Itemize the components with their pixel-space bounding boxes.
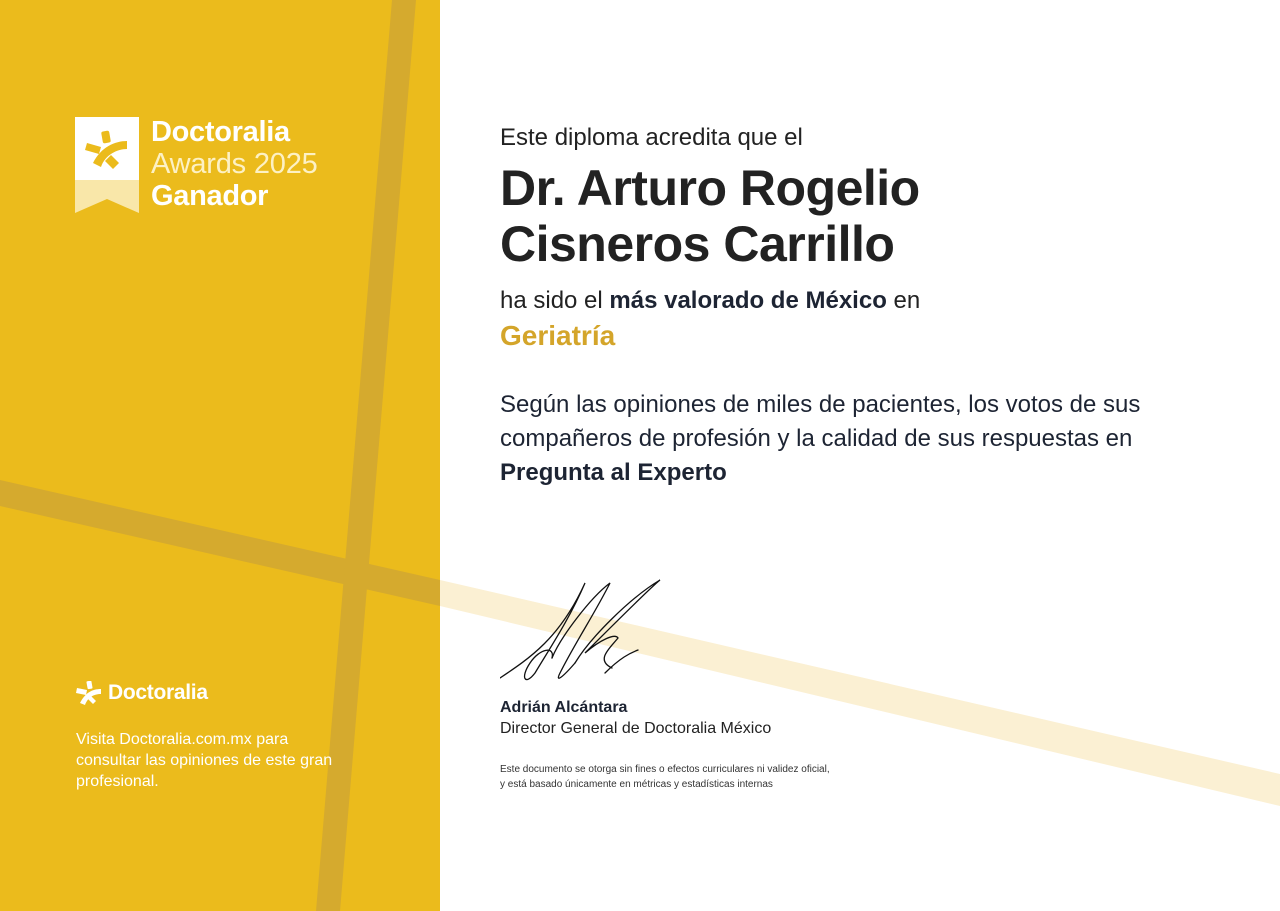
award-event: Awards 2025 (151, 148, 318, 180)
achievement-highlight: más valorado de México (609, 287, 887, 314)
signer-role: Director General de Doctoralia México (500, 720, 772, 737)
signer-name: Adrián Alcántara (500, 699, 628, 716)
recipient-name (500, 160, 920, 272)
award-badge-icon (75, 117, 139, 213)
award-brand: Doctoralia (151, 116, 290, 148)
disclaimer-line1: Este documento se otorga sin fines o efectos curriculares ni validez oficial, (500, 764, 830, 775)
award-basis (500, 388, 1220, 490)
award-status: Ganador (151, 180, 269, 212)
recipient-name-line1: Dr. Arturo Rogelio (500, 160, 920, 216)
award-title (151, 116, 318, 212)
visit-website-text: Visita Doctoralia.com.mx para consultar las opiniones de este gran profesional. (76, 731, 333, 790)
doctoralia-star-icon (76, 681, 102, 705)
specialty: Geriatría (500, 320, 616, 351)
diploma-intro: Este diploma acredita que el (500, 124, 803, 151)
achievement-prefix: ha sido el (500, 287, 610, 314)
disclaimer-line2: y está basado únicamente en métricas y estadísticas internas (500, 779, 773, 790)
achievement-suffix: en (886, 287, 921, 314)
award-basis-highlight: Pregunta al Experto (500, 459, 727, 486)
footer-logo-text: Doctoralia (108, 681, 208, 704)
diploma-content (500, 0, 1260, 911)
award-basis-text: Según las opiniones de miles de pacientes, los votos de sus compañeros de profesión y la calidad de sus respuestas en (500, 391, 1141, 452)
disclaimer (500, 762, 900, 792)
signature-image (500, 578, 665, 686)
doctoralia-logo (76, 681, 208, 705)
recipient-name-line2: Cisneros Carrillo (500, 216, 895, 272)
achievement-statement (500, 287, 920, 315)
left-panel (0, 0, 440, 911)
